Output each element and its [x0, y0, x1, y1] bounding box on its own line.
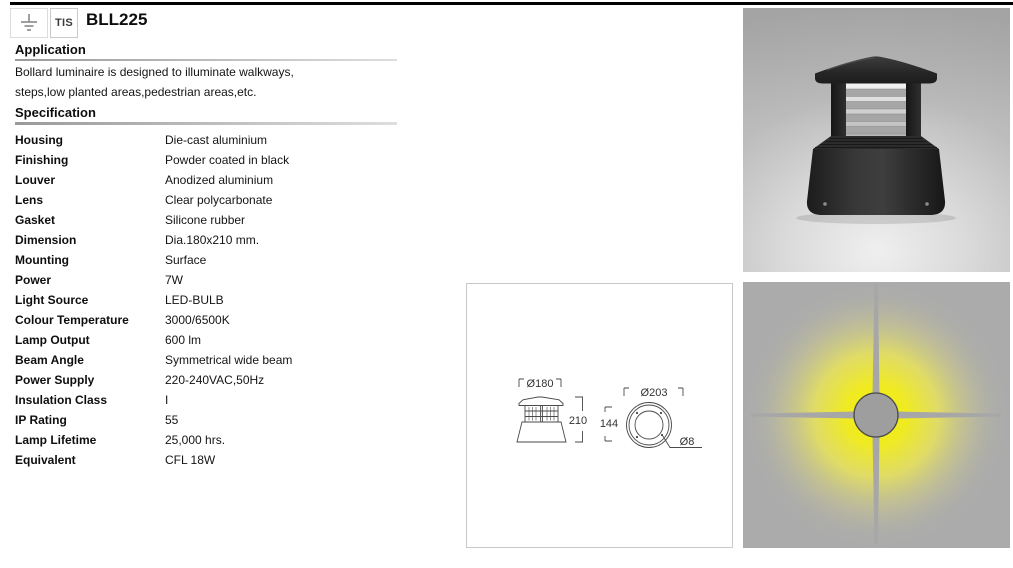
bollard-base: [807, 149, 945, 215]
spec-row: [15, 330, 435, 350]
spec-row: [15, 290, 435, 310]
dimension-drawing-svg: [467, 284, 732, 547]
spec-value: 25,000 hrs.: [165, 433, 226, 447]
spec-row: [15, 370, 435, 390]
spec-value: 600 lm: [165, 333, 202, 347]
dim-label-height-210: 210: [568, 415, 588, 427]
spec-value: Symmetrical wide beam: [165, 353, 293, 367]
spec-value: Powder coated in black: [165, 153, 290, 167]
spec-value: I: [165, 393, 169, 407]
specification-heading: Specification: [15, 105, 96, 120]
spec-label: Housing: [15, 133, 63, 147]
spec-label: Finishing: [15, 153, 69, 167]
dim-label-inner-144: 144: [599, 418, 619, 430]
spec-label: Insulation Class: [15, 393, 108, 407]
spec-label: Colour Temperature: [15, 313, 129, 327]
spec-label: IP Rating: [15, 413, 67, 427]
spec-table: [15, 130, 435, 470]
spec-row: [15, 270, 435, 290]
spec-row: [15, 410, 435, 430]
tis-logo-label: TIS: [54, 17, 73, 29]
screw-left: [823, 202, 827, 206]
spec-value: 7W: [165, 273, 183, 287]
spec-row: [15, 130, 435, 150]
spec-label: Light Source: [15, 293, 89, 307]
specification-rule: [15, 122, 397, 125]
spec-row: [15, 190, 435, 210]
spec-label: Power: [15, 273, 52, 287]
spec-row: [15, 450, 435, 470]
dim-label-diameter-180: Ø180: [526, 378, 554, 390]
spec-row: [15, 390, 435, 410]
spec-label: Lamp Output: [15, 333, 90, 347]
spec-label: Lamp Lifetime: [15, 433, 97, 447]
spec-value: LED-BULB: [165, 293, 224, 307]
dim-label-hole-8: Ø8: [679, 436, 695, 448]
spec-value: Dia.180x210 mm.: [165, 233, 260, 247]
spec-value: Surface: [165, 253, 207, 267]
spec-row: [15, 230, 435, 250]
product-code-title: BLL225: [86, 10, 148, 29]
spec-label: Lens: [15, 193, 44, 207]
earth-ground-icon: [16, 11, 42, 35]
application-rule: [15, 59, 397, 61]
spec-row: [15, 430, 435, 450]
spec-row: [15, 170, 435, 190]
earth-ground-symbol-box: [10, 8, 48, 38]
spec-row: [15, 150, 435, 170]
dim-label-diameter-203: Ø203: [640, 387, 668, 399]
tis-logo: [50, 8, 78, 38]
spec-label: Beam Angle: [15, 353, 84, 367]
spec-value: Die-cast aluminium: [165, 133, 268, 147]
spec-row: [15, 350, 435, 370]
spec-label: Equivalent: [15, 453, 76, 467]
beam-pattern-image: [743, 282, 1010, 548]
spec-row: [15, 310, 435, 330]
spec-value: CFL 18W: [165, 453, 216, 467]
spec-row: [15, 250, 435, 270]
spec-value: 3000/6500K: [165, 313, 230, 327]
dimension-drawing-box: [466, 283, 733, 548]
beam-pattern-svg: [743, 282, 1010, 548]
spec-value: Anodized aluminium: [165, 173, 274, 187]
spec-value: Silicone rubber: [165, 213, 246, 227]
spec-label: Power Supply: [15, 373, 95, 387]
top-rule-bar: [10, 2, 1013, 5]
application-line-1: Bollard luminaire is designed to illuminate walkways,: [15, 65, 294, 79]
spec-value: 220-240VAC,50Hz: [165, 373, 265, 387]
spec-value: Clear polycarbonate: [165, 193, 273, 207]
pagoda-cap: [815, 56, 937, 83]
product-photo: [743, 8, 1010, 272]
right-post: [906, 82, 921, 136]
spec-value: 55: [165, 413, 179, 427]
application-text: [15, 62, 294, 102]
spec-label: Mounting: [15, 253, 69, 267]
application-line-2: steps,low planted areas,pedestrian areas,etc.: [15, 85, 257, 99]
spec-label: Dimension: [15, 233, 77, 247]
screw-right: [925, 202, 929, 206]
left-post: [831, 82, 846, 136]
spec-row: [15, 210, 435, 230]
bollard-illustration: [743, 8, 1010, 272]
application-heading: Application: [15, 42, 86, 57]
spec-label: Gasket: [15, 213, 56, 227]
spec-label: Louver: [15, 173, 56, 187]
bollard-top-circle: [854, 393, 898, 437]
